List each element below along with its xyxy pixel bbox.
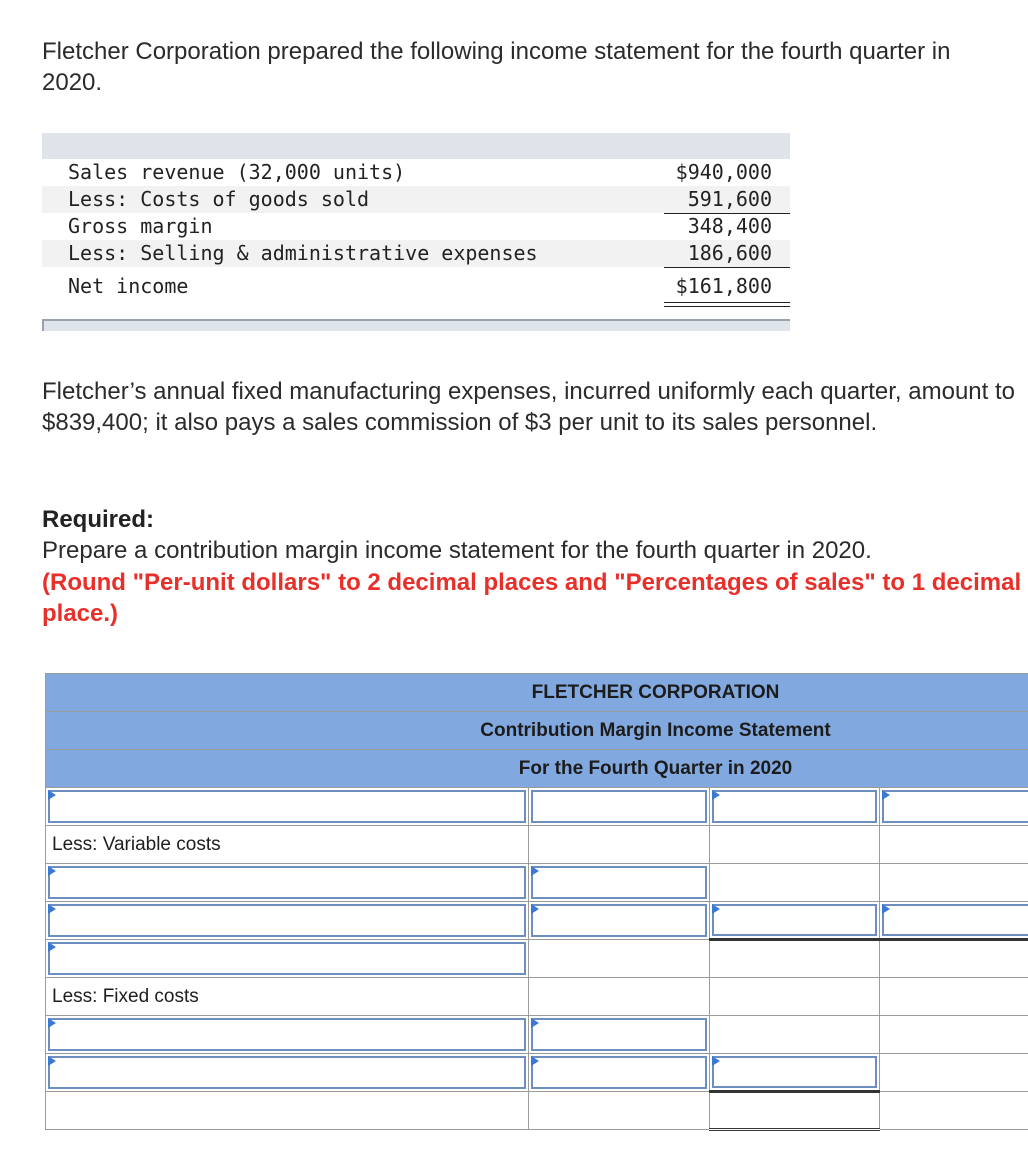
statement-row-amount: 186,600 [687,241,772,265]
dropdown-arrow-icon [712,904,720,914]
double-underline [664,302,790,307]
per-unit-input[interactable] [710,902,880,940]
table-row [46,826,1028,864]
single-underline [664,267,790,268]
dropdown-arrow-icon [712,790,720,800]
statement-row-label: Less: Costs of goods sold [68,187,370,211]
per-unit-input[interactable] [710,788,880,826]
table-header-row [46,674,1028,712]
table-row [46,788,1028,826]
table-row [46,1054,1028,1092]
statement-row-amount: $940,000 [675,160,772,184]
line-item-select[interactable] [46,864,529,902]
statement-period: For the Fourth Quarter in 2020 [46,750,1028,788]
statement-row-amount: $161,800 [675,274,772,298]
statement-row-label: Sales revenue (32,000 units) [68,160,406,184]
table-header-row [46,712,1028,750]
amount-input[interactable] [529,1016,710,1054]
dropdown-arrow-icon [48,866,56,876]
rounding-note: (Round "Per-unit dollars" to 2 decimal places and "Percentages of sales" to 1 decimal place.) [42,569,1022,627]
fixed-costs-label: Less: Fixed costs [46,978,529,1016]
fixed-expense-info: Fletcher’s annual fixed manufacturing expenses, incurred uniformly each quarter, amount to $839,400; it also pays a sales commission of $3 per unit to its sales personnel. [42,378,1015,436]
line-item-select[interactable] [46,788,529,826]
table-row [46,1016,1028,1054]
prepare-instruction: Prepare a contribution margin income statement for the fourth quarter in 2020. [42,537,872,564]
table-row [46,978,1028,1016]
dropdown-arrow-icon [48,942,56,952]
statement-row [42,213,790,240]
company-title: FLETCHER CORPORATION [46,674,1028,712]
given-income-statement [42,133,790,333]
statement-row [42,186,790,213]
amount-input[interactable] [529,788,710,826]
statement-row [42,273,790,300]
variable-costs-label: Less: Variable costs [46,826,529,864]
amount-input[interactable] [529,1054,710,1092]
statement-row [42,240,790,267]
statement-row-label: Gross margin [68,214,213,238]
statement-row [42,159,790,186]
statement-row-label: Net income [68,274,189,298]
amount-input[interactable] [529,864,710,902]
amount-input[interactable] [529,902,710,940]
statement-top-bar [42,133,790,159]
percent-input[interactable] [880,788,1028,826]
statement-row-label: Less: Selling & administrative expenses [68,241,538,265]
dropdown-arrow-icon [48,1018,56,1028]
dropdown-arrow-icon [531,904,539,914]
per-unit-input[interactable] [710,1054,880,1092]
required-label: Required: [42,506,155,533]
statement-title: Contribution Margin Income Statement [46,712,1028,750]
percent-input[interactable] [880,902,1028,940]
statement-row-amount: 348,400 [687,214,772,238]
dropdown-arrow-icon [712,1056,720,1066]
table-header-row [46,750,1028,788]
dropdown-arrow-icon [531,866,539,876]
table-row [46,902,1028,940]
contribution-margin-table [45,673,1028,1131]
line-item-select[interactable] [46,940,529,978]
dropdown-arrow-icon [48,790,56,800]
dropdown-arrow-icon [48,1056,56,1066]
table-row [46,940,1028,978]
dropdown-arrow-icon [882,904,890,914]
line-item-select[interactable] [46,1054,529,1092]
dropdown-arrow-icon [882,790,890,800]
dropdown-arrow-icon [531,1018,539,1028]
dropdown-arrow-icon [48,904,56,914]
intro-text: Fletcher Corporation prepared the following income statement for the fourth quarter in 2020. [42,38,951,96]
dropdown-arrow-icon [531,1056,539,1066]
statement-bottom-bar [42,319,790,331]
table-row [46,864,1028,902]
line-item-select[interactable] [46,902,529,940]
line-item-select[interactable] [46,1016,529,1054]
statement-row-amount: 591,600 [687,187,772,211]
table-row [46,1092,1028,1130]
